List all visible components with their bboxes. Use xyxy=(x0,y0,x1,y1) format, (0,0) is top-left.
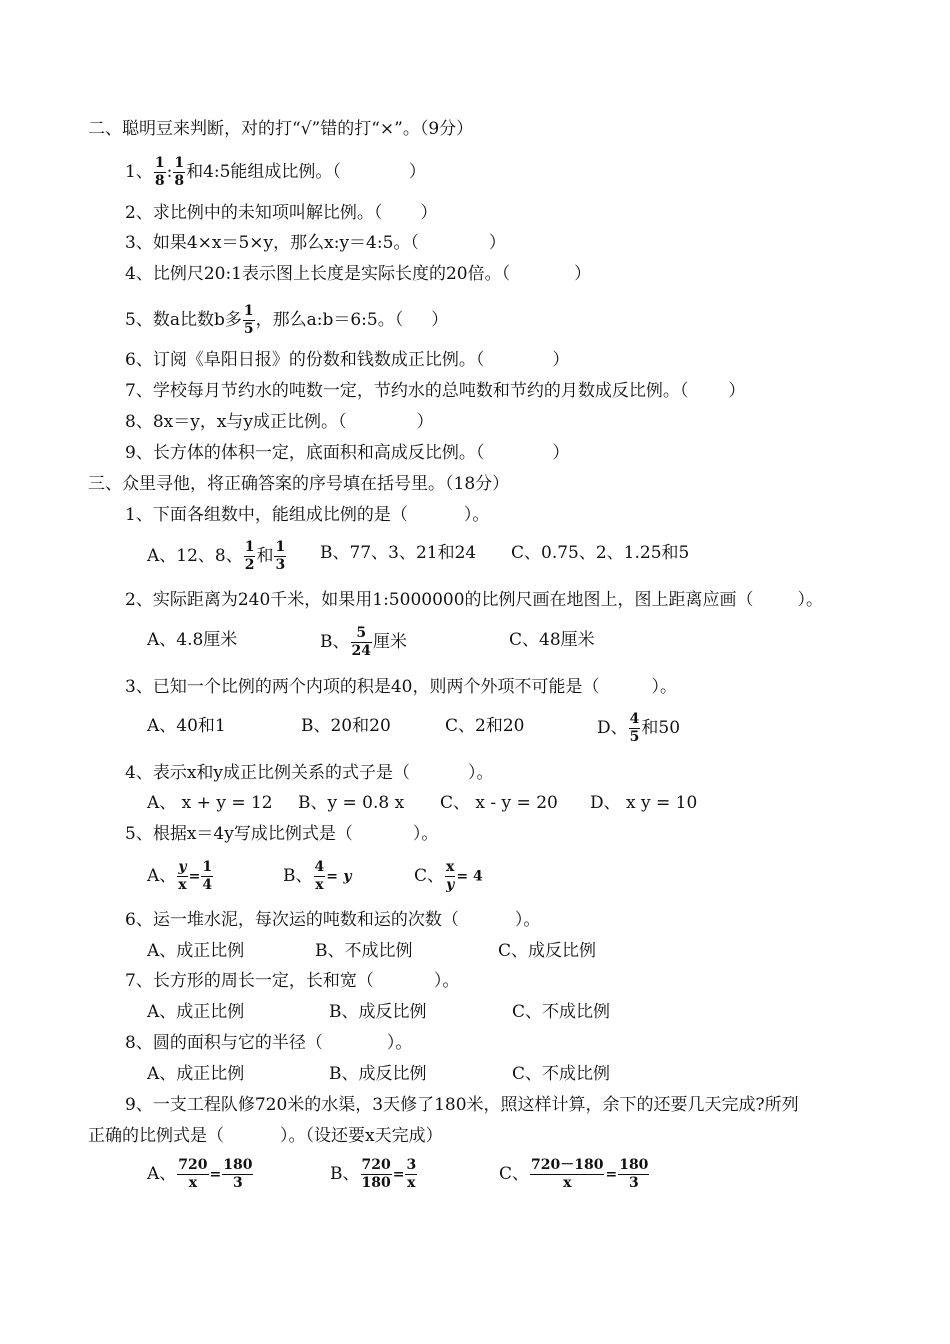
s3-q4-option-b[interactable]: B、y = 0.8 x xyxy=(298,793,405,813)
fraction-1-3 xyxy=(274,540,286,573)
denominator: x xyxy=(563,1175,572,1191)
paren-close: ） xyxy=(728,381,746,401)
s3-q5-option-b[interactable] xyxy=(283,860,352,893)
s2-item-5 xyxy=(125,304,448,337)
s3-q2 xyxy=(125,589,823,611)
s2-item-2-text: 2、求比例中的未知项叫解比例。（ xyxy=(125,203,383,223)
s3-q5-option-a[interactable] xyxy=(147,860,214,893)
s2-item-9 xyxy=(125,442,569,464)
equals-sign: = xyxy=(188,868,201,885)
paren-close: ）。 xyxy=(386,1033,413,1053)
s3-q9-option-a[interactable] xyxy=(147,1158,254,1191)
paren-close: ） xyxy=(408,162,426,182)
s3-q1-option-b[interactable]: B、77、3、21和24 xyxy=(320,543,477,563)
s3-q3 xyxy=(125,676,677,698)
s2-item-5-post: ，那么a:b＝6:5。（ xyxy=(255,310,404,330)
s2-item-1-num: 1、 xyxy=(125,162,153,182)
paren-close: ）。 xyxy=(514,910,541,930)
s3-q1 xyxy=(125,504,489,526)
equals-sign: = xyxy=(209,1166,222,1183)
s3-q8-option-b[interactable]: B、成反比例 xyxy=(329,1064,427,1084)
option-label: C、 xyxy=(414,866,445,886)
numerator: 4 xyxy=(314,859,325,875)
paren-close: ） xyxy=(552,443,570,463)
paren-close: ）。 xyxy=(651,677,677,697)
denominator: x xyxy=(188,1175,198,1191)
s3-q7 xyxy=(125,970,459,992)
s3-q2-text: 2、实际距离为240千米，如果用1:5000000的比例尺画在地图上，图上距离应画（ xyxy=(125,590,754,610)
s3-q3-option-d[interactable] xyxy=(597,712,680,745)
fraction-720-180 xyxy=(361,1158,392,1191)
equals-sign: = xyxy=(392,1166,405,1183)
s3-q6-option-a[interactable]: A、成正比例 xyxy=(147,941,245,961)
s3-q5-option-c[interactable] xyxy=(414,860,483,893)
s3-q1-option-a[interactable] xyxy=(147,540,287,573)
s3-q9-option-c[interactable] xyxy=(499,1158,650,1191)
fraction-180-3 xyxy=(222,1158,253,1191)
s3-q4-option-c[interactable]: C、 x - y = 20 xyxy=(440,793,558,813)
s3-q8-option-a[interactable]: A、成正比例 xyxy=(147,1064,245,1084)
s3-q4 xyxy=(125,762,494,784)
s3-q3-option-c[interactable]: C、2和20 xyxy=(445,716,525,736)
s3-q3-option-b[interactable]: B、20和20 xyxy=(301,716,391,736)
numerator: x xyxy=(446,859,455,875)
numerator: 180 xyxy=(223,1157,253,1173)
paren-close: ）。 xyxy=(797,590,824,610)
denominator: 4 xyxy=(202,877,213,893)
s3-q7-option-b[interactable]: B、成反比例 xyxy=(329,1002,427,1022)
option-label: B、 xyxy=(283,866,313,886)
s3-q5-text: 5、根据x＝4y写成比例式是（ xyxy=(125,824,353,844)
s2-item-8-text: 8、8x＝y，x与y成正比例。（ xyxy=(125,412,347,432)
fraction-4-x xyxy=(314,860,326,893)
fraction-y-x xyxy=(177,860,187,893)
s2-item-4-text: 4、比例尺20:1表示图上长度是实际长度的20倍。（ xyxy=(125,264,511,284)
s2-item-1-text: 和4:5能组成比例。（ xyxy=(186,162,341,182)
paren-close: ） xyxy=(552,350,570,370)
s3-q4-option-a[interactable]: A、 x + y = 12 xyxy=(147,793,273,813)
s3-q3-option-a[interactable]: A、40和1 xyxy=(147,716,226,736)
numerator: 720 xyxy=(178,1157,208,1173)
paren-close: ）。 xyxy=(412,824,439,844)
s2-item-1 xyxy=(125,156,426,189)
fraction-x-y xyxy=(445,860,455,893)
denominator: y xyxy=(446,877,455,893)
s3-q6 xyxy=(125,909,540,931)
fraction-1-2 xyxy=(244,540,256,573)
s3-q7-option-a[interactable]: A、成正比例 xyxy=(147,1002,245,1022)
s2-item-3 xyxy=(125,232,506,254)
numerator: 720－180 xyxy=(531,1157,604,1173)
option-label: B、 xyxy=(320,632,350,652)
option-label: A、 xyxy=(147,866,177,886)
s3-q7-text: 7、长方形的周长一定，长和宽（ xyxy=(125,971,374,991)
fraction-540-x xyxy=(530,1158,604,1191)
section2-title: 二、聪明豆来判断，对的打“√”错的打“×”。（9分） xyxy=(88,119,474,139)
paren-close: ） xyxy=(416,412,434,432)
fraction-180-3 xyxy=(618,1158,649,1191)
s2-item-9-text: 9、长方体的体积一定，底面积和高成反比例。（ xyxy=(125,443,485,463)
paren-close: ） xyxy=(488,233,506,253)
denominator: 24 xyxy=(351,643,371,659)
s3-q7-option-c[interactable]: C、不成比例 xyxy=(512,1002,611,1022)
s2-item-7-text: 7、学校每月节约水的吨数一定，节约水的总吨数和节约的月数成反比例。（ xyxy=(125,381,689,401)
paren-close: ）。 xyxy=(433,971,460,991)
denominator: 8 xyxy=(174,173,185,189)
fraction-5-24 xyxy=(351,626,372,659)
paren-close: ）。 xyxy=(468,763,494,783)
paren-close: ） xyxy=(420,203,438,223)
s3-q1-text: 1、下面各组数中，能组成比例的是（ xyxy=(125,505,408,525)
and-text: 和50 xyxy=(641,718,681,738)
numerator: 1 xyxy=(244,539,255,555)
denominator: x xyxy=(407,1175,416,1191)
fraction-4-5 xyxy=(629,712,641,745)
s3-q6-text: 6、运一堆水泥，每次运的吨数和运的次数（ xyxy=(125,910,459,930)
s3-q6-option-b[interactable]: B、不成比例 xyxy=(315,941,413,961)
equals-four: = 4 xyxy=(456,868,483,885)
fraction-1-4 xyxy=(201,860,213,893)
s3-q2-option-c[interactable]: C、48厘米 xyxy=(509,630,595,650)
s2-item-6-text: 6、订阅《阜阳日报》的份数和钱数成正比例。（ xyxy=(125,350,485,370)
s3-q3-text: 3、已知一个比例的两个内项的积是40，则两个外项不可能是（ xyxy=(125,677,600,697)
paren-close: ） xyxy=(574,264,592,284)
s3-q4-option-d[interactable]: D、 x y = 10 xyxy=(590,793,698,813)
option-label: D、 xyxy=(597,718,628,738)
s3-q6-option-c[interactable]: C、成反比例 xyxy=(498,941,597,961)
denominator: 180 xyxy=(361,1175,391,1191)
denominator: 3 xyxy=(628,1175,639,1191)
fraction-1-8-a xyxy=(154,156,166,189)
and-text: 和 xyxy=(256,546,274,566)
denominator: 8 xyxy=(154,173,165,189)
s2-item-6 xyxy=(125,349,569,371)
numerator: 5 xyxy=(356,625,367,641)
s3-q1-option-c[interactable]: C、0.75、2、1.25和5 xyxy=(511,543,690,563)
s2-item-4 xyxy=(125,263,591,285)
option-label: B、 xyxy=(330,1164,360,1184)
s3-q9-line2 xyxy=(88,1125,443,1147)
paren-close: ）。 xyxy=(463,505,490,525)
s2-item-7 xyxy=(125,380,745,402)
fraction-720-x xyxy=(177,1158,208,1191)
s2-item-3-text: 3、如果4×x＝5×y，那么x:y＝4:5。（ xyxy=(125,233,419,253)
option-label: A、12、8、 xyxy=(147,546,243,566)
denominator: 5 xyxy=(243,321,254,337)
numerator: 4 xyxy=(629,711,640,727)
s3-q8-option-c[interactable]: C、不成比例 xyxy=(512,1064,611,1084)
s2-item-2 xyxy=(125,202,437,224)
denominator: 5 xyxy=(629,729,640,745)
numerator: y xyxy=(178,859,187,875)
denominator: x xyxy=(315,877,324,893)
fraction-1-5 xyxy=(243,304,255,337)
paren-close: ） xyxy=(431,310,449,330)
denominator: 3 xyxy=(275,557,286,573)
numerator: 180 xyxy=(619,1157,649,1173)
s3-q2-option-b[interactable] xyxy=(320,626,407,659)
unit-text: 厘米 xyxy=(372,632,407,652)
numerator: 1 xyxy=(154,155,165,171)
numerator: 720 xyxy=(361,1157,391,1173)
numerator: 1 xyxy=(202,859,213,875)
denominator: 3 xyxy=(232,1175,243,1191)
s3-q5 xyxy=(125,823,438,845)
paren-close: ）。（设还要x天完成） xyxy=(280,1126,443,1146)
colon: : xyxy=(166,162,173,182)
numerator: 1 xyxy=(243,303,254,319)
option-label: C、 xyxy=(499,1164,530,1184)
s3-q9-text: 正确的比例式是（ xyxy=(88,1126,224,1146)
s3-q2-option-a[interactable]: A、4.8厘米 xyxy=(147,630,238,650)
equals-sign: = xyxy=(605,1166,618,1183)
numerator: 1 xyxy=(275,539,286,555)
s3-q8 xyxy=(125,1032,412,1054)
s3-q8-text: 8、圆的面积与它的半径（ xyxy=(125,1033,323,1053)
s3-q9-option-b[interactable] xyxy=(330,1158,418,1191)
s3-q9-line1: 9、一支工程队修720米的水渠，3天修了180米，照这样计算，余下的还要几天完成?所列 xyxy=(125,1095,799,1115)
s2-item-5-pre: 5、数a比数b多 xyxy=(125,310,242,330)
denominator: 2 xyxy=(244,557,255,573)
section3-title: 三、众里寻他，将正确答案的序号填在括号里。（18分） xyxy=(88,474,510,494)
s2-item-8 xyxy=(125,411,434,433)
fraction-3-x xyxy=(405,1158,417,1191)
option-label: A、 xyxy=(147,1164,177,1184)
s3-q4-text: 4、表示x和y成正比例关系的式子是（ xyxy=(125,763,411,783)
numerator: 3 xyxy=(406,1157,417,1173)
variable-y: y xyxy=(343,868,352,885)
numerator: 1 xyxy=(174,155,185,171)
fraction-1-8-b xyxy=(173,156,185,189)
equals-sign: = xyxy=(326,868,338,885)
denominator: x xyxy=(178,877,187,893)
